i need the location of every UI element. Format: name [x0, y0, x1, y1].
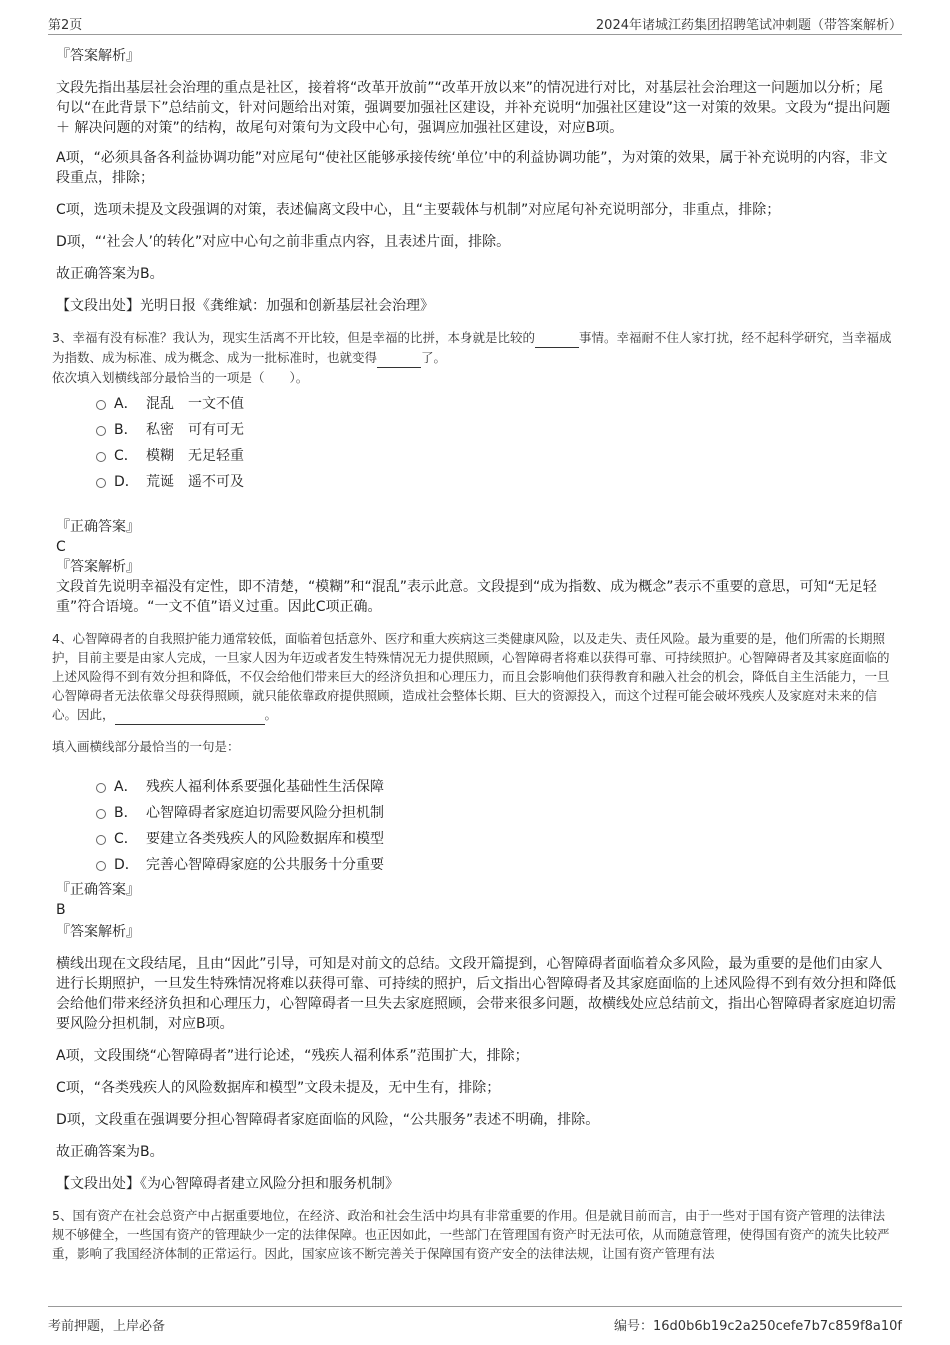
q2-analysis-option-d: D项，“‘社会人’的转化”对应中心句之前非重点内容，且表述片面，排除。 [56, 234, 511, 250]
footer-slogan: 考前押题，上岸必备 [48, 1319, 166, 1334]
page-content [52, 46, 896, 1263]
q2-source: 【文段出处】光明日报《龚维斌：加强和创新基层社会治理》 [56, 298, 434, 314]
q4-stem-text: 4、心智障碍者的自我照护能力通常较低，面临着包括意外、医疗和重大疾病这三类健康风险，以及走失、责任风险。最为重要的是，他们所需的长期照护，目前主要是由家人完成，一旦家人因为年迈或者发生特殊情况无力提供照顾，心智障碍者将难以获得可靠、可持续照护。心智障碍者及其家庭面临的上述风险得不到有效分担和降低，不仅会给他们带来巨大的经济负担和心理压力，而且会影响他们获得教育和融入社会的机会，降低自主生活能力，一旦心智障碍者无法依靠父母获得照顾，就只能依靠政府提供照顾，造成社会整体长期、巨大的资源投入，而这个过程可能会破坏残疾人及家庭对未来的信心。因此， [52, 631, 890, 722]
q4-analysis-paragraph: 横线出现在文段结尾，且由“因此”引导，可知是对前文的总结。文段开篇提到，心智障碍者面临着众多风险，最为重要的是他们由家人进行长期照护，一旦发生特殊情况将难以获得可靠、可持续的照护，后文指出心智障碍者及其家庭面临的上述风险得不到有效分担和降低会给他们带来经济负担和心理压力，心智障碍者一旦失去家庭照顾，会带来很多问题，故横线处应总结前文，指出心智障碍者家庭迫切需要风险分担机制，对应B项。 [56, 956, 896, 1032]
q4-answer-conclusion: 故正确答案为B。 [56, 1144, 164, 1160]
q3-answer: C [56, 539, 66, 555]
document-code: 编号：16d0b6b19c2a250cefe7b7c859f8a10f [614, 1319, 902, 1334]
radio-icon[interactable] [96, 478, 106, 488]
q2-analysis-label: 『答案解析』 [56, 48, 140, 64]
q3-stem-part-1: 3、幸福有没有标准？我认为，现实生活离不开比较，但是幸福的比拼，本身就是比较的 [52, 330, 535, 345]
q5-stem: 5、国有资产在社会总资产中占据重要地位，在经济、政治和社会生活中均具有非常重要的作用。但是就目前而言，由于一些对于国有资产管理的法律法规不够健全，一些国有资产的管理缺少一定的法律保障。也正因如此，一些部门在管理国有资产时无法可依，从而随意管理，使得国有资产的流失比较严重，影响了我国经济体制的正常运行。因此，国家应该不断完善关于保障国有资产安全的法律法规，让国有资产管理有法 [52, 1208, 890, 1261]
q4-answer: B [56, 902, 66, 918]
page-header [48, 12, 902, 35]
q4-option-a[interactable]: A． 残疾人福利体系要强化基础性生活保障 [56, 774, 896, 800]
q3-stem-part-2: 事情。幸福耐不住人家打扰，经不起科学研究，当幸福成为指数、成为标准、成为概念、成为一批标准时，也就变得 [52, 330, 892, 365]
page-footer [48, 1306, 902, 1337]
q4-option-c[interactable]: C． 要建立各类残疾人的风险数据库和模型 [56, 826, 896, 852]
q4-stem [52, 629, 896, 725]
document-title: 2024年诸城江药集团招聘笔试冲刺题（带答案解析） [595, 18, 902, 33]
q4-prompt: 填入画横线部分最恰当的一句是： [52, 739, 240, 754]
q3-option-b[interactable]: B． 私密 可有可无 [56, 417, 896, 443]
radio-icon[interactable] [96, 400, 106, 410]
page-number: 第2页 [48, 18, 83, 33]
q3-analysis: 文段首先说明幸福没有定性，即不清楚，“模糊”和“混乱”表示此意。文段提到“成为指数、成为概念”表示不重要的意思，可知“无足轻重”符合语境。“一文不值”语义过重。因此C项正确。 [56, 579, 877, 615]
q4-source: 【文段出处】《为心智障碍者建立风险分担和服务机制》 [56, 1176, 399, 1192]
q2-analysis-paragraph: 文段先指出基层社会治理的重点是社区，接着将“改革开放前”“改革开放以来”的情况进行对比，对基层社会治理这一问题加以分析；尾句以“在此背景下”总结前文，针对问题给出对策，强调要加强社区建设，并补充说明“加强社区建设”这一对策的效果。文段为“提出问题 ＋ 解决问题的对策”的结构，故尾句对策句为文段中心句，强调应加强社区建设，对应B项。 [56, 80, 891, 136]
q3-option-c[interactable]: C． 模糊 无足轻重 [56, 443, 896, 469]
q2-answer-conclusion: 故正确答案为B。 [56, 266, 164, 282]
q3-stem [52, 328, 896, 368]
q4-analysis-option-d: D项，文段重在强调要分担心智障碍者家庭面临的风险，“公共服务”表述不明确，排除。 [56, 1112, 600, 1128]
q2-analysis-option-c: C项，选项未提及文段强调的对策，表述偏离文段中心，且“主要载体与机制”对应尾句补充说明部分，非重点，排除； [56, 202, 781, 218]
q3-analysis-label: 『答案解析』 [56, 559, 140, 575]
q4-answer-label: 『正确答案』 [56, 882, 140, 898]
q4-options [56, 774, 896, 878]
q3-answer-label: 『正确答案』 [56, 519, 140, 535]
q4-analysis-option-c: C项，“各类残疾人的风险数据库和模型”文段未提及，无中生有，排除； [56, 1080, 501, 1096]
radio-icon[interactable] [96, 861, 106, 871]
q3-option-d[interactable]: D． 荒诞 遥不可及 [56, 469, 896, 495]
radio-icon[interactable] [96, 835, 106, 845]
q3-option-a[interactable]: A． 混乱 一文不值 [56, 391, 896, 417]
q2-analysis-option-a: A项，“必须具备各利益协调功能”对应尾句“使社区能够承接传统‘单位’中的利益协调功能”，为对策的效果，属于补充说明的内容，非文段重点，排除； [56, 150, 888, 186]
q3-prompt: 依次填入划横线部分最恰当的一项是（ ）。 [52, 370, 309, 385]
radio-icon[interactable] [96, 783, 106, 793]
radio-icon[interactable] [96, 426, 106, 436]
q3-stem-part-3: 了。 [421, 350, 447, 365]
q3-options [56, 391, 896, 495]
q4-analysis-label: 『答案解析』 [56, 924, 140, 940]
radio-icon[interactable] [96, 809, 106, 819]
q3-blank-2 [377, 348, 421, 368]
q4-stem-end: 。 [264, 707, 278, 722]
q4-option-b[interactable]: B． 心智障碍者家庭迫切需要风险分担机制 [56, 800, 896, 826]
q4-blank [115, 705, 265, 725]
q4-analysis-option-a: A项，文段围绕“心智障碍者”进行论述，“残疾人福利体系”范围扩大，排除； [56, 1048, 529, 1064]
radio-icon[interactable] [96, 452, 106, 462]
q3-blank-1 [535, 328, 579, 348]
q4-option-d[interactable]: D． 完善心智障碍家庭的公共服务十分重要 [56, 852, 896, 878]
